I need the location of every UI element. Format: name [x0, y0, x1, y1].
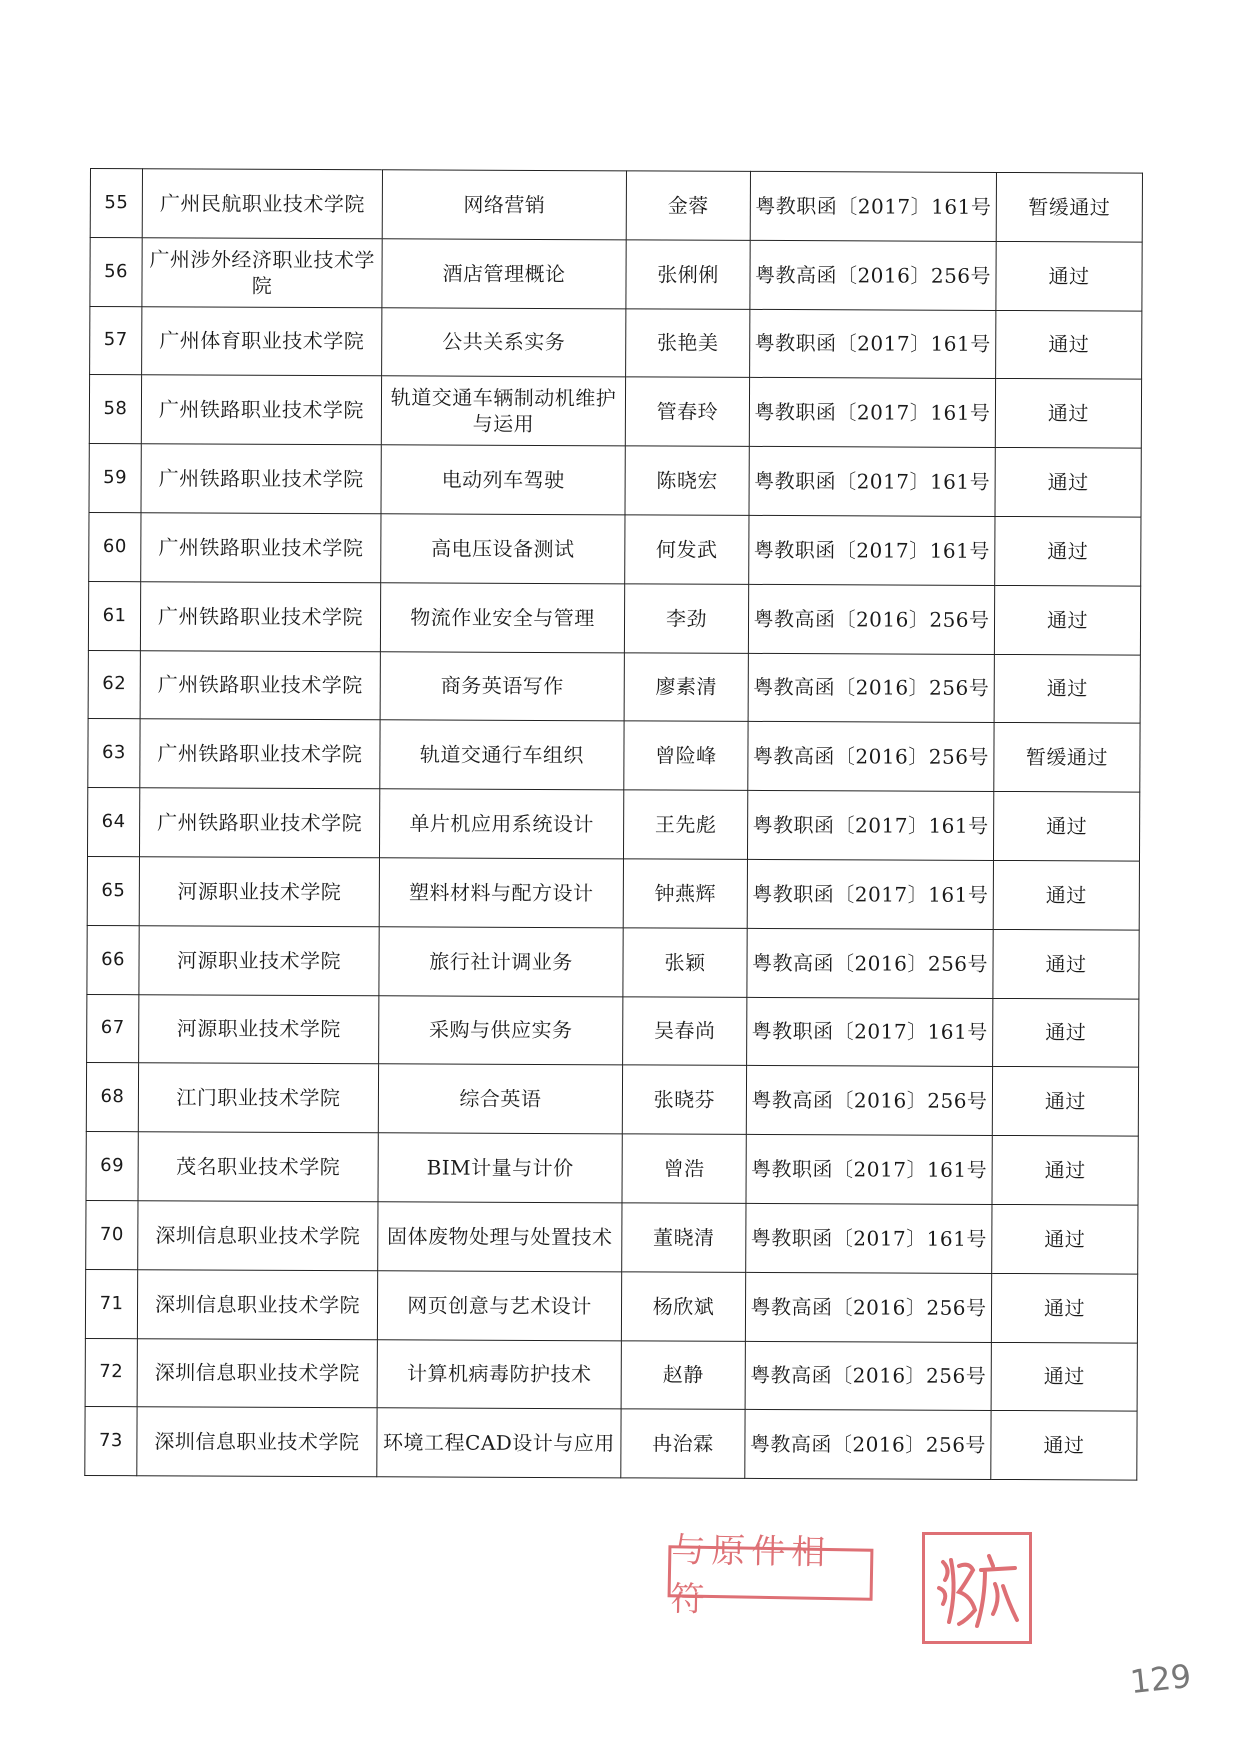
school-cell: 江门职业技术学院	[138, 1063, 378, 1133]
result-cell: 通过	[993, 929, 1139, 998]
school-cell: 广州体育职业技术学院	[142, 306, 382, 376]
person-cell: 张俐俐	[626, 240, 750, 309]
school-cell: 深圳信息职业技术学院	[137, 1407, 377, 1477]
no-cell: 57	[90, 306, 142, 375]
certified-copy-stamp	[668, 1530, 874, 1620]
document-number-cell: 粤教职函〔2017〕161号	[750, 171, 996, 241]
table-row	[87, 856, 1139, 929]
signature-seal-graphic	[929, 1540, 1025, 1636]
person-cell: 吴春尚	[623, 996, 747, 1065]
document-number-cell: 粤教高函〔2016〕256号	[745, 1410, 991, 1480]
school-cell: 广州铁路职业技术学院	[141, 444, 381, 514]
course-cell: 单片机应用系统设计	[379, 789, 623, 859]
no-cell: 55	[90, 169, 142, 238]
result-cell: 通过	[993, 792, 1139, 861]
person-cell: 何发武	[625, 515, 749, 584]
course-cell: 轨道交通车辆制动机维护与运用	[381, 376, 625, 446]
document-number-cell: 粤教职函〔2017〕161号	[749, 515, 995, 585]
person-cell: 曾浩	[622, 1134, 746, 1203]
table-row	[86, 1200, 1138, 1273]
person-cell: 钟燕辉	[623, 859, 747, 928]
school-cell: 河源职业技术学院	[139, 857, 379, 927]
school-cell: 广州铁路职业技术学院	[141, 375, 381, 445]
no-cell: 69	[86, 1132, 138, 1201]
school-cell: 深圳信息职业技术学院	[138, 1201, 378, 1271]
document-number-cell: 粤教高函〔2016〕256号	[746, 1066, 992, 1136]
course-cell: 固体废物处理与处置技术	[378, 1202, 622, 1272]
person-cell: 张颖	[623, 928, 747, 997]
course-cell: 网络营销	[382, 170, 626, 240]
person-cell: 李劲	[624, 584, 748, 653]
person-cell: 张晓芬	[622, 1065, 746, 1134]
course-cell: 轨道交通行车组织	[380, 720, 624, 790]
document-number-cell: 粤教职函〔2017〕161号	[746, 1135, 992, 1205]
table-row	[87, 788, 1139, 861]
document-number-cell: 粤教职函〔2017〕161号	[747, 859, 993, 929]
school-cell: 茂名职业技术学院	[138, 1132, 378, 1202]
table-row	[87, 925, 1139, 998]
no-cell: 64	[87, 788, 139, 857]
course-cell: 采购与供应实务	[379, 995, 623, 1065]
person-cell: 金蓉	[626, 171, 750, 240]
person-cell: 王先彪	[623, 790, 747, 859]
result-cell: 通过	[993, 998, 1139, 1067]
table-row	[86, 1132, 1138, 1205]
result-cell: 通过	[996, 241, 1142, 310]
table-row	[90, 306, 1142, 379]
result-cell: 通过	[994, 654, 1140, 723]
course-cell: BIM计量与计价	[378, 1133, 622, 1203]
signature-seal	[922, 1532, 1032, 1644]
result-cell: 通过	[991, 1342, 1137, 1411]
course-cell: 高电压设备测试	[381, 514, 625, 584]
result-cell: 通过	[996, 310, 1142, 379]
document-number-cell: 粤教高函〔2016〕256号	[748, 584, 994, 654]
school-cell: 深圳信息职业技术学院	[137, 1269, 377, 1339]
school-cell: 广州铁路职业技术学院	[140, 582, 380, 652]
document-number-cell: 粤教职函〔2017〕161号	[747, 997, 993, 1067]
no-cell: 71	[85, 1269, 137, 1338]
no-cell: 73	[85, 1407, 137, 1476]
person-cell: 董晓清	[622, 1203, 746, 1272]
no-cell: 61	[88, 581, 140, 650]
school-cell: 广州铁路职业技术学院	[139, 788, 379, 858]
school-cell: 广州铁路职业技术学院	[140, 650, 380, 720]
no-cell: 60	[89, 512, 141, 581]
result-cell: 通过	[992, 1204, 1138, 1273]
course-cell: 物流作业安全与管理	[380, 583, 624, 653]
table-row	[89, 444, 1141, 517]
result-cell: 通过	[991, 1411, 1137, 1480]
table-row	[88, 650, 1140, 723]
person-cell: 杨欣斌	[621, 1272, 745, 1341]
table-row	[86, 1063, 1138, 1136]
result-cell: 暂缓通过	[994, 723, 1140, 792]
person-cell: 管春玲	[625, 377, 749, 446]
table-row	[88, 719, 1140, 792]
document-number-cell: 粤教高函〔2016〕256号	[745, 1341, 991, 1411]
table-row	[90, 237, 1142, 310]
result-cell: 通过	[995, 516, 1141, 585]
document-number-cell: 粤教高函〔2016〕256号	[745, 1272, 991, 1342]
course-cell: 综合英语	[378, 1064, 622, 1134]
result-cell: 通过	[992, 1136, 1138, 1205]
person-cell: 张艳美	[626, 308, 750, 377]
result-cell: 通过	[994, 585, 1140, 654]
no-cell: 56	[90, 237, 142, 306]
table-row	[85, 1407, 1137, 1480]
table-row	[85, 1269, 1137, 1342]
document-number-cell: 粤教职函〔2017〕161号	[746, 1203, 992, 1273]
table-row	[90, 169, 1142, 242]
result-cell: 通过	[995, 448, 1141, 517]
result-cell: 通过	[992, 1067, 1138, 1136]
course-cell: 电动列车驾驶	[381, 445, 625, 515]
course-cell: 公共关系实务	[382, 307, 626, 377]
certified-copy-stamp-text: 与原件相符	[670, 1530, 832, 1620]
no-cell: 59	[89, 444, 141, 513]
school-cell: 河源职业技术学院	[139, 994, 379, 1064]
school-cell: 广州涉外经济职业技术学院	[142, 238, 382, 308]
table-row	[88, 581, 1140, 654]
person-cell: 曾险峰	[624, 721, 748, 790]
table-row	[85, 1338, 1137, 1411]
result-cell: 通过	[991, 1273, 1137, 1342]
document-number-cell: 粤教高函〔2016〕256号	[747, 928, 993, 998]
document-number-cell: 粤教职函〔2017〕161号	[747, 791, 993, 861]
result-cell: 通过	[993, 860, 1139, 929]
course-table	[84, 168, 1143, 1481]
no-cell: 67	[87, 994, 139, 1063]
page-number: 129	[1128, 1656, 1193, 1702]
course-cell: 计算机病毒防护技术	[377, 1339, 621, 1409]
no-cell: 58	[89, 375, 141, 444]
no-cell: 63	[88, 719, 140, 788]
document-number-cell: 粤教高函〔2016〕256号	[748, 653, 994, 723]
course-cell: 旅行社计调业务	[379, 927, 623, 997]
course-table-wrapper	[84, 168, 1142, 1481]
no-cell: 66	[87, 925, 139, 994]
course-cell: 网页创意与艺术设计	[377, 1271, 621, 1341]
course-cell: 环境工程CAD设计与应用	[377, 1408, 621, 1478]
school-cell: 广州民航职业技术学院	[142, 169, 382, 239]
document-number-cell: 粤教职函〔2017〕161号	[749, 378, 995, 448]
school-cell: 广州铁路职业技术学院	[141, 513, 381, 583]
no-cell: 72	[85, 1338, 137, 1407]
course-table-body	[85, 169, 1143, 1481]
person-cell: 陈晓宏	[625, 446, 749, 515]
document-number-cell: 粤教职函〔2017〕161号	[750, 309, 996, 379]
person-cell: 赵静	[621, 1340, 745, 1409]
school-cell: 河源职业技术学院	[139, 925, 379, 995]
no-cell: 62	[88, 650, 140, 719]
course-cell: 塑料材料与配方设计	[379, 858, 623, 928]
school-cell: 广州铁路职业技术学院	[140, 719, 380, 789]
school-cell: 深圳信息职业技术学院	[137, 1338, 377, 1408]
document-number-cell: 粤教高函〔2016〕256号	[750, 240, 996, 310]
person-cell: 廖素清	[624, 652, 748, 721]
document-number-cell: 粤教职函〔2017〕161号	[749, 447, 995, 517]
no-cell: 65	[87, 856, 139, 925]
no-cell: 70	[86, 1200, 138, 1269]
table-row	[89, 512, 1141, 585]
result-cell: 暂缓通过	[996, 172, 1142, 241]
no-cell: 68	[86, 1063, 138, 1132]
course-cell: 商务英语写作	[380, 651, 624, 721]
course-cell: 酒店管理概论	[382, 239, 626, 309]
result-cell: 通过	[995, 379, 1141, 448]
table-row	[87, 994, 1139, 1067]
person-cell: 冉治霖	[621, 1409, 745, 1478]
document-number-cell: 粤教高函〔2016〕256号	[748, 722, 994, 792]
table-row	[89, 375, 1141, 448]
